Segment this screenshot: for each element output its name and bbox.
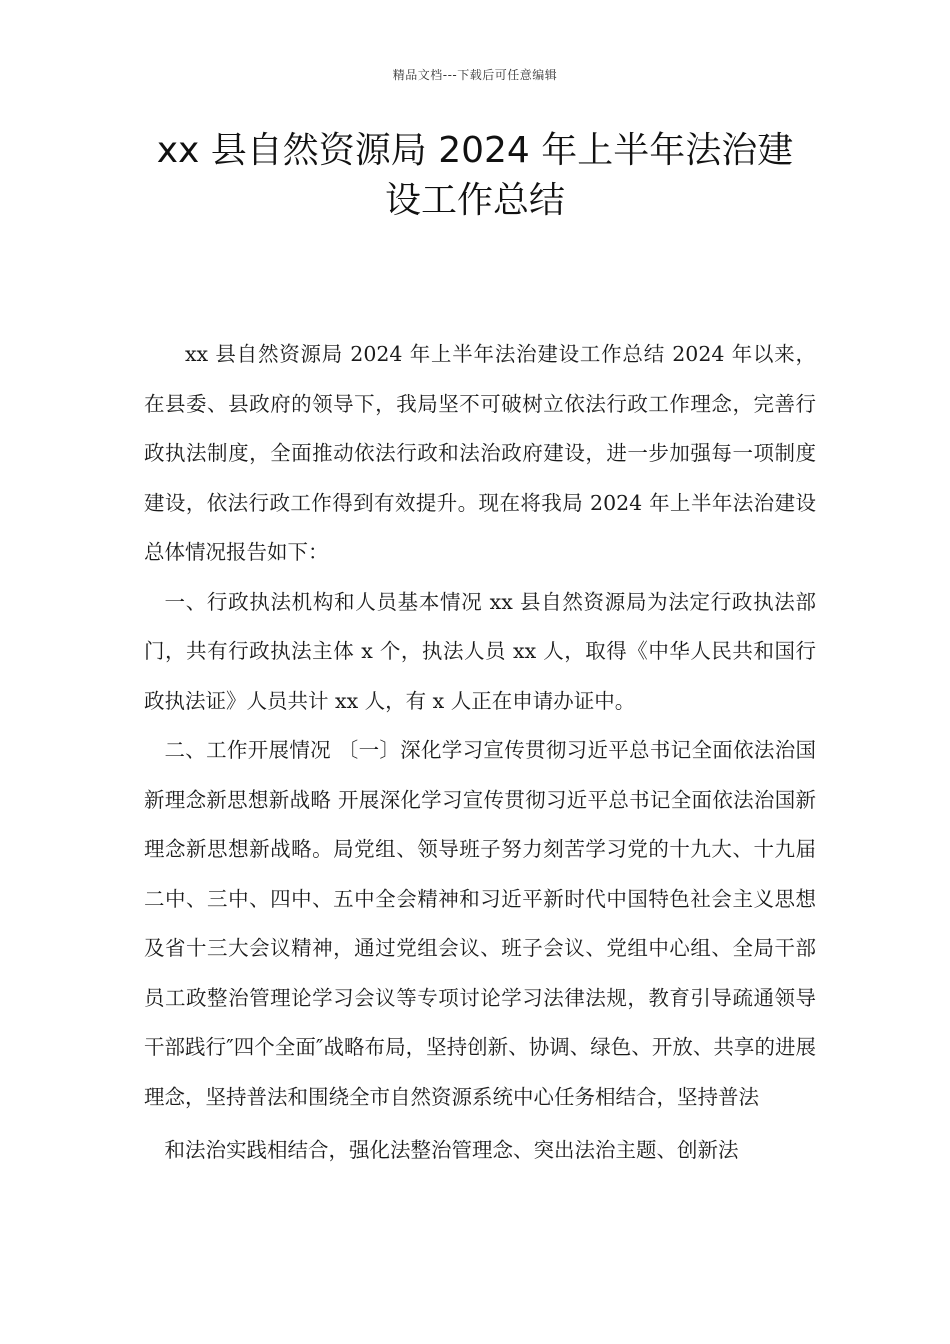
paragraph-section-1: 一、行政执法机构和人员基本情况 xx 县自然资源局为法定行政执法部门，共有行政执法主体 x 个，执法人员 xx 人，取得《中华人民共和国行政执法证》人员共计 xx 人，有 x 人正在申请办证中。	[144, 589, 816, 713]
paragraph-section-2: 二、工作开展情况 〔一〕深化学习宣传贯彻习近平总书记全面依法治国新理念新思想新战略 开展深化学习宣传贯彻习近平总书记全面依法治国新理念新思想新战略。局党组、领导班子努力刻苦学习党的十九大、十九届二中、三中、四中、五中全会精神和习近平新时代中国特色社会主义思想及省十三大会议精神，通过党组会议、班子会议、党组中心组、全局干部员工政整治管理论学习会议等专项讨论学习法律法规，教育引导疏通领导干部践行″四个全面″战略布局，坚持创新、协调、绿色、开放、共享的进展理念，坚持普法和围绕全市自然资源系统中心任务相结合，坚持普法	[144, 738, 816, 1109]
paragraph-intro: xx 县自然资源局 2024 年上半年法治建设工作总结 2024 年以来，在县委、县政府的领导下，我局坚不可破树立依法行政工作理念，完善行政执法制度，全面推动依法行政和法治政府建设，进一步加强每一项制度建设，依法行政工作得到有效提升。现在将我局 2024 年上半年法治建设总体情况报告如下：	[144, 342, 816, 564]
paragraph-continuation: 和法治实践相结合，强化法整治管理念、突出法治主题、创新法	[164, 1138, 739, 1162]
title-line-1: xx 县自然资源局 2024 年上半年法治建	[156, 130, 794, 171]
document-body	[144, 330, 816, 1176]
title-line-2: 设工作总结	[384, 180, 565, 221]
document-title	[100, 126, 850, 226]
header-note: 精品文档---下载后可任意编辑	[392, 68, 558, 82]
